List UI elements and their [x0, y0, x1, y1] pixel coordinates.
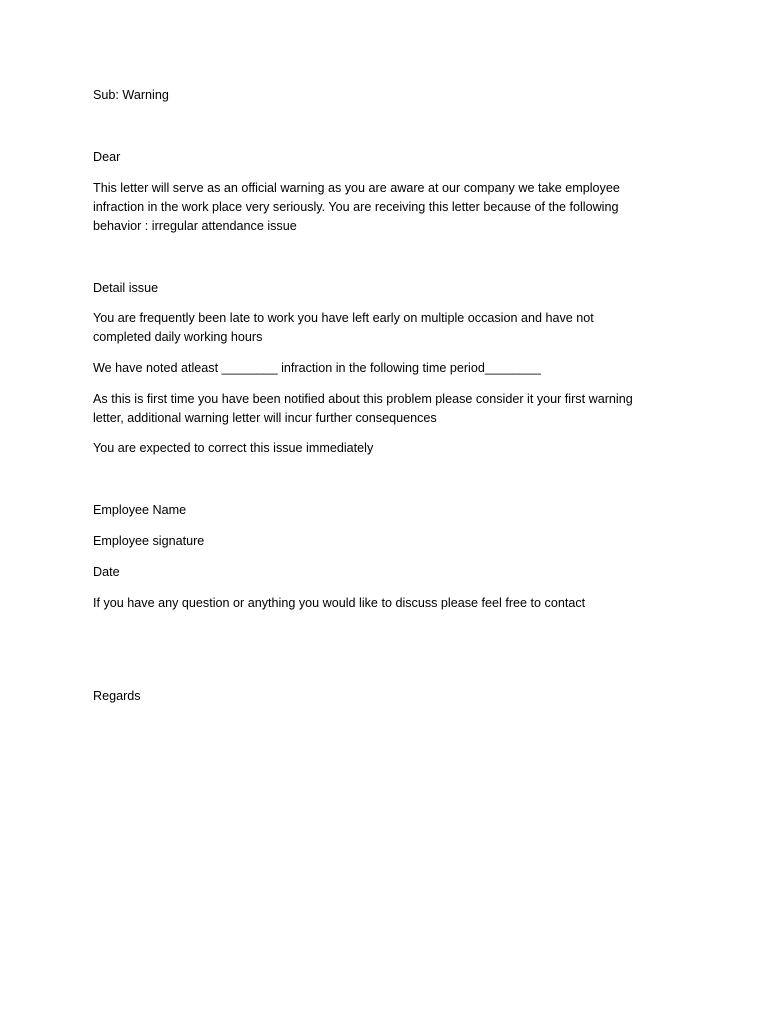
detail-line-1: You are frequently been late to work you have left early on multiple occasion and have not [93, 311, 594, 325]
employee-signature-label: Employee signature [93, 534, 205, 548]
subject-line: Sub: Warning [93, 88, 169, 102]
contact-line: If you have any question or anything you would like to discuss please feel free to contact [93, 596, 586, 610]
intro-line-2: infraction in the work place very seriously. You are receiving this letter because of the following [93, 200, 619, 214]
noted-line: We have noted atleast ________ infraction in the following time period________ [93, 361, 541, 375]
employee-name-label: Employee Name [93, 503, 187, 517]
detail-heading: Detail issue [93, 281, 159, 295]
closing: Regards [93, 689, 141, 703]
first-warning-line-1: As this is first time you have been notified about this problem please consider it your first warning [93, 392, 633, 406]
intro-line-1: This letter will serve as an official warning as you are aware at our company we take employee [93, 181, 620, 195]
intro-line-3: behavior : irregular attendance issue [93, 219, 297, 233]
expected-line: You are expected to correct this issue immediately [93, 441, 374, 455]
salutation: Dear [93, 150, 121, 164]
first-warning-line-2: letter, additional warning letter will incur further consequences [93, 411, 437, 425]
date-label: Date [93, 565, 120, 579]
detail-line-2: completed daily working hours [93, 330, 263, 344]
